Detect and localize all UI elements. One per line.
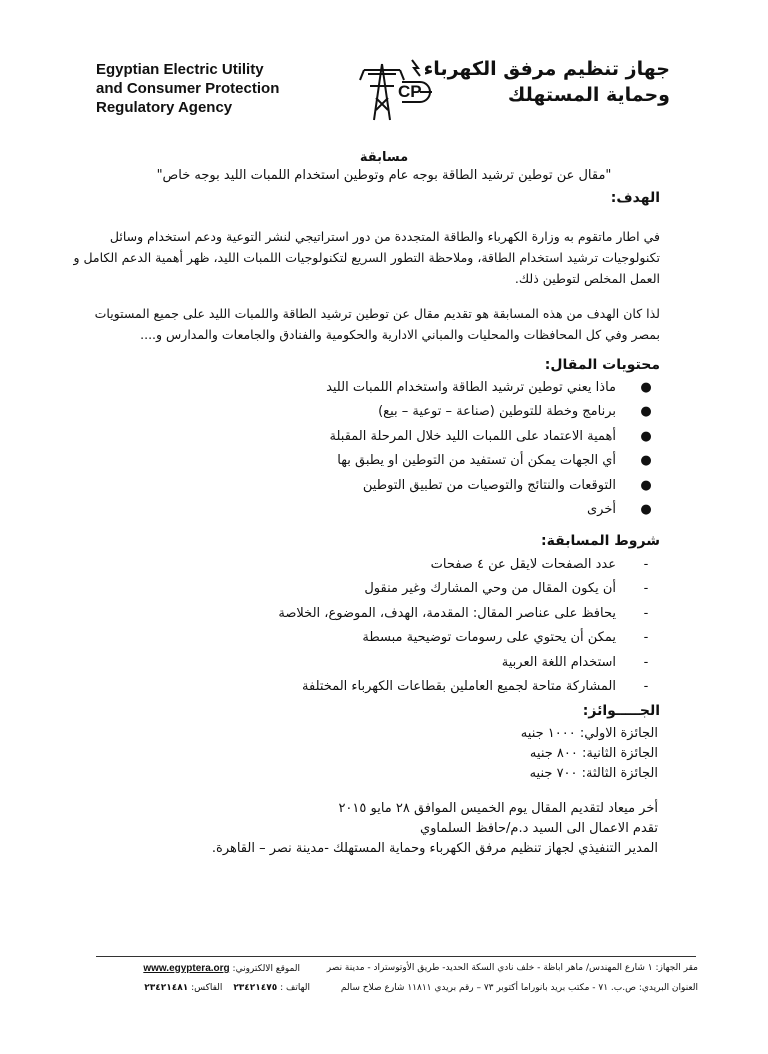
submit-to-text: تقدم الاعمال الى السيد د.م/حافظ السلماوي	[419, 821, 658, 836]
page-title: مسابقة	[359, 150, 409, 165]
dash-icon: -	[643, 605, 649, 621]
conditions-heading: شروط المسابقة:	[541, 533, 660, 549]
prize-first: الجائزة الاولي: ١٠٠٠ جنيه	[520, 726, 658, 741]
contents-heading: محتويات المقال:	[544, 357, 660, 373]
goal-paragraph-2: لذا كان الهدف من هذه المسابقة هو تقديم مقال عن توطين ترشيد الطاقة واللمبات الليد على جميع المستويات بمصر وفي كل المحافظات والمحليات والمباني الادارية والحكومية والفنادق والجامعات والمدارس و....	[94, 306, 660, 342]
list-item: - يمكن أن يحتوي على رسومات توضيحية مبسطة	[278, 626, 656, 650]
footer-address: مقر الجهاز: ١ شارع المهندس/ ماهر اباظة - خلف نادي السكة الحديد- طريق الأوتوستراد - مدينة نصر	[326, 963, 698, 973]
list-item: ● برنامج وخطة للتوطين (صناعة – توعية – بيع)	[326, 400, 656, 424]
list-item: ● أخرى	[326, 498, 656, 522]
conditions-list	[278, 553, 656, 699]
bullet-icon: ●	[640, 453, 652, 469]
list-item: ● التوقعات والنتائج والتوصيات من تطبيق التوطين	[326, 474, 656, 498]
fax-label: الفاكس:	[191, 983, 223, 993]
goal-heading: الهدف:	[610, 190, 660, 206]
list-item: ● أي الجهات يمكن أن تستفيد من التوطين او يطبق بها	[326, 449, 656, 473]
agency-name-en-line2: and Consumer Protection	[96, 80, 280, 97]
page-subtitle: "مقال عن توطين ترشيد الطاقة بوجه عام وتوطين استخدام اللمبات الليد بوجه خاص"	[156, 168, 612, 183]
prize-second: الجائزة الثانية: ٨٠٠ جنيه	[529, 746, 658, 761]
deadline-text: أخر ميعاد لتقديم المقال يوم الخميس الموافق ٢٨ مايو ٢٠١٥	[338, 801, 658, 816]
agency-name-arabic	[424, 56, 670, 108]
agency-name-ar-line1: جهاز تنظيم مرفق الكهرباء	[423, 58, 670, 80]
agency-name-english	[96, 60, 279, 117]
footer-postal: العنوان البريدي: ص.ب. ٧١ - مكتب بريد بانوراما أكتوبر ٧٣ – رقم بريدي ١١٨١١ شارع صلاح سالم	[340, 983, 698, 993]
contents-list	[326, 376, 656, 522]
logo-initials: CP	[398, 82, 422, 101]
bullet-icon: ●	[640, 502, 652, 518]
prize-third: الجائزة الثالثة: ٧٠٠ جنيه	[529, 766, 658, 781]
agency-name-en-line3: Regulatory Agency	[96, 99, 233, 116]
list-item: - المشاركة متاحة لجميع العاملين بقطاعات الكهرباء المختلفة	[278, 675, 656, 699]
dash-icon: -	[643, 557, 649, 572]
goal-paragraph-1: في اطار ماتقوم به وزارة الكهرباء والطاقة المتجددة من دور استراتيجي لنشر التوعية ودعم استخدام وسائل تكنولوجيات ترشيد استخدام الطاقة، وملاحظة التطور السريع لتكنولوجيات اللمبات الليد، ظهر أهمية الدعم الكامل و العمل المخلص لتوطين ذلك.	[73, 229, 660, 286]
list-item: - استخدام اللغة العربية	[278, 651, 656, 675]
website-label: الموقع الالكتروني:	[232, 964, 300, 974]
list-item: - أن يكون المقال من وحي المشارك وغير منقول	[278, 577, 656, 601]
prizes-list	[521, 724, 658, 784]
dash-icon: -	[643, 679, 649, 695]
dash-icon: -	[643, 630, 649, 646]
list-item: - عدد الصفحات لايقل عن ٤ صفحات	[278, 553, 656, 577]
dash-icon: -	[643, 654, 649, 670]
agency-name-ar-line2: وحماية المستهلك	[507, 84, 670, 106]
bullet-icon: ●	[640, 380, 652, 395]
list-item: ● ماذا يعني توطين ترشيد الطاقة واستخدام اللمبات الليد	[326, 376, 656, 400]
closing-block	[212, 799, 658, 859]
footer-website	[124, 962, 300, 976]
website-link[interactable]: www.egyptera.org	[143, 963, 230, 974]
footer-divider	[96, 956, 696, 957]
director-text: المدير التنفيذي لجهاز تنظيم مرفق الكهرباء وحماية المستهلك -مدينة نصر – القاهرة.	[211, 841, 658, 856]
footer-contacts	[110, 982, 310, 995]
phone-number: ٢٣٤٢١٤٧٥	[233, 983, 278, 993]
agency-name-en-line1: Egyptian Electric Utility	[96, 61, 264, 78]
list-item: ● أهمية الاعتماد على اللمبات الليد خلال المرحلة المقبلة	[326, 425, 656, 449]
list-item: - يحافظ على عناصر المقال: المقدمة، الهدف، الموضوع، الخلاصة	[278, 602, 656, 626]
bullet-icon: ●	[640, 428, 652, 444]
bullet-icon: ●	[640, 404, 652, 420]
prizes-heading: الجـــــوائز:	[582, 703, 660, 719]
phone-label: الهاتف :	[280, 983, 310, 993]
fax-number: ٢٣٤٢١٤٨١	[144, 983, 189, 993]
bullet-icon: ●	[640, 477, 652, 493]
dash-icon: -	[643, 581, 649, 597]
